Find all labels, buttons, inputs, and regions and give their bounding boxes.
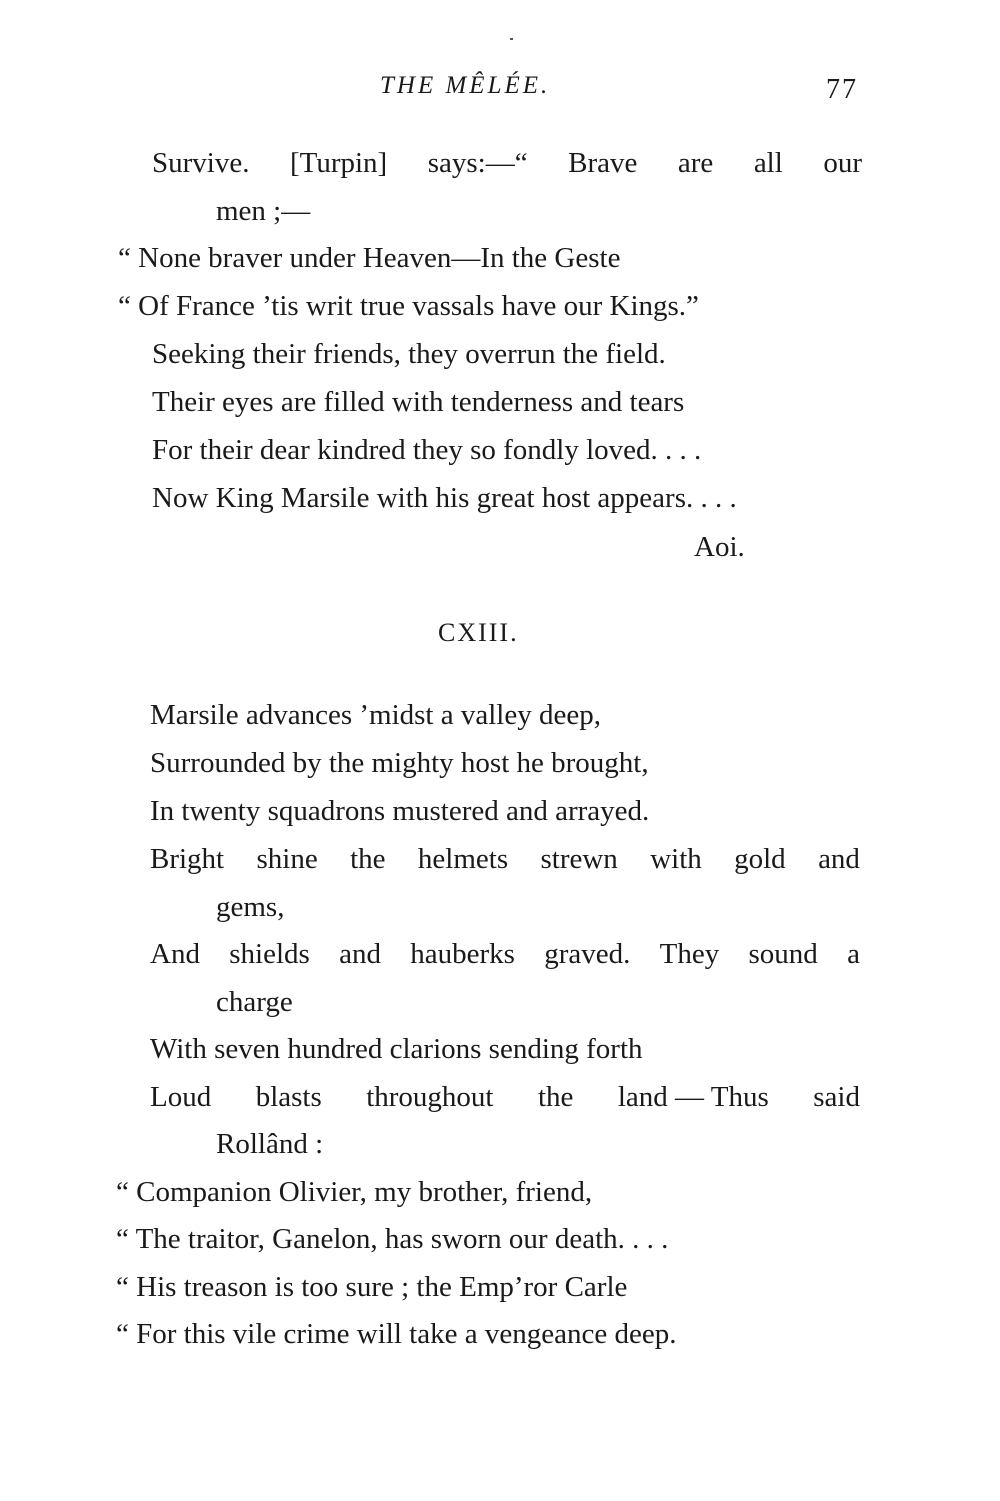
- word: land — Thus: [617, 1081, 769, 1113]
- stanza2-line-9: [150, 1080, 860, 1114]
- word: a: [847, 938, 860, 970]
- word: shine: [256, 843, 318, 875]
- page-number: 77: [826, 74, 858, 105]
- word: And: [150, 938, 200, 970]
- word: gold: [734, 843, 786, 875]
- word: the: [537, 1081, 574, 1113]
- stanza2-line-11: “ Companion Olivier, my brother, friend,: [116, 1176, 593, 1208]
- word: and: [818, 843, 860, 875]
- running-head: [0, 72, 1000, 112]
- stanza1-line-8: Now King Marsile with his great host appears. . . .: [152, 482, 737, 514]
- word: and: [339, 938, 381, 970]
- word: graved.: [544, 938, 631, 970]
- stanza2-line-14: “ For this vile crime will take a vengeance deep.: [116, 1318, 677, 1350]
- word: all: [753, 147, 783, 179]
- stanza2-line-6: [150, 937, 860, 971]
- word: shields: [229, 938, 310, 970]
- word: said: [813, 1081, 860, 1113]
- stanza1-line-3: “ None braver under Heaven—In the Geste: [118, 242, 621, 274]
- word: They: [659, 938, 720, 970]
- stanza2-line-7: charge: [216, 986, 293, 1018]
- word: hauberks: [410, 938, 515, 970]
- section-number: CXIII.: [438, 618, 519, 647]
- word: strewn: [540, 843, 618, 875]
- stanza1-line-6: Their eyes are filled with tenderness and tears: [152, 386, 685, 418]
- stanza2-line-13: “ His treason is too sure ; the Emp’ror Carle: [116, 1271, 628, 1303]
- stanza1-line-1: [152, 146, 862, 180]
- stanza2-line-8: With seven hundred clarions sending forth: [150, 1033, 643, 1065]
- word: with: [650, 843, 702, 875]
- stanza2-line-5: gems,: [216, 891, 285, 923]
- stanza2-line-12: “ The traitor, Ganelon, has sworn our death. . . .: [116, 1223, 669, 1255]
- stanza1-refrain: Aoi.: [694, 531, 745, 563]
- word: Survive.: [152, 147, 250, 179]
- word: blasts: [255, 1081, 322, 1113]
- stanza2-line-3: In twenty squadrons mustered and arrayed.: [150, 795, 650, 827]
- stanza1-line-2: men ;—: [216, 195, 311, 227]
- print-speck: [510, 38, 513, 40]
- word: Loud: [150, 1081, 212, 1113]
- word: Bright: [150, 843, 225, 875]
- stanza1-line-7: For their dear kindred they so fondly loved. . . .: [152, 434, 702, 466]
- stanza2-line-4: [150, 842, 860, 876]
- word: our: [823, 147, 862, 179]
- running-title: THE MÊLÉE.: [380, 72, 551, 99]
- word: are: [677, 147, 714, 179]
- stanza2-line-2: Surrounded by the mighty host he brought,: [150, 747, 649, 779]
- word: says:—“: [427, 147, 528, 179]
- word: [Turpin]: [289, 147, 388, 179]
- stanza2-line-10: Rollând :: [216, 1128, 324, 1160]
- stanza1-line-4: “ Of France ’tis writ true vassals have our Kings.”: [118, 290, 699, 322]
- word: helmets: [417, 843, 509, 875]
- word: sound: [748, 938, 818, 970]
- word: Brave: [568, 147, 638, 179]
- word: the: [350, 843, 386, 875]
- word: throughout: [366, 1081, 494, 1113]
- stanza1-line-5: Seeking their friends, they overrun the field.: [152, 338, 666, 370]
- stanza2-line-1: Marsile advances ’midst a valley deep,: [150, 699, 601, 731]
